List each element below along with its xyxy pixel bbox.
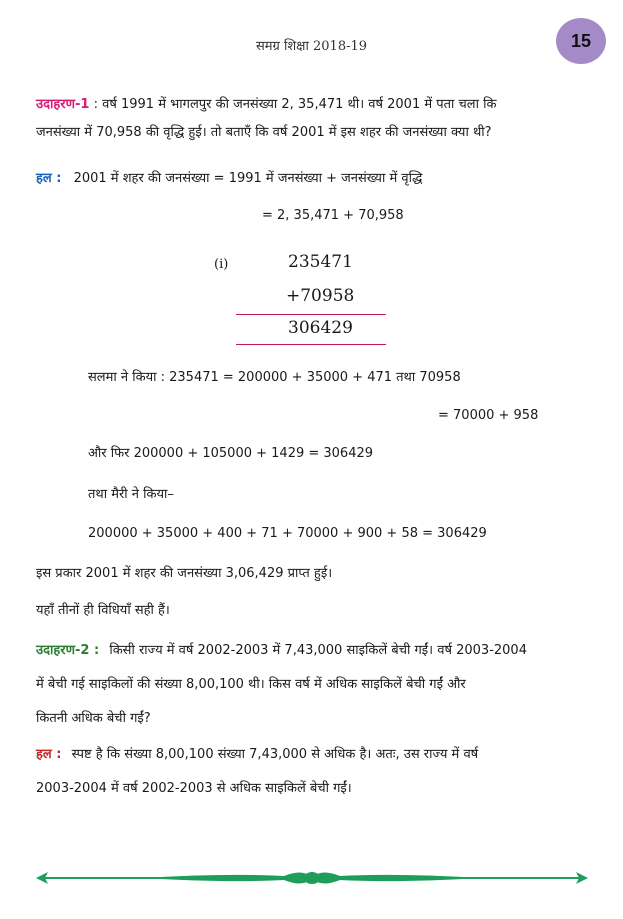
example-1-text-1: : वर्ष 1991 में भागलपुर की जनसंख्या 2, 35,471 थी। वर्ष 2001 में पता चला कि <box>93 97 497 112</box>
solution-2-line-1 <box>36 746 478 764</box>
addend-2: +70958 <box>286 286 355 306</box>
solution-1-line-2: = 2, 35,471 + 70,958 <box>262 208 404 223</box>
example-2-text-1: किसी राज्य में वर्ष 2002-2003 में 7,43,000 साइकिलें बेची गईं। वर्ष 2003-2004 <box>109 643 527 658</box>
conclusion-1: इस प्रकार 2001 में शहर की जनसंख्या 3,06,429 प्राप्त हुई। <box>36 566 333 581</box>
mary-label: तथा मैरी ने किया– <box>88 487 174 502</box>
decorative-divider-ornament <box>34 864 590 892</box>
header-title: समग्र शिक्षा 2018-19 <box>255 39 368 54</box>
sum-result: 306429 <box>288 318 353 338</box>
salma-line-2: = 70000 + 958 <box>438 408 539 423</box>
then-line: और फिर 200000 + 105000 + 1429 = 306429 <box>88 446 374 461</box>
addend-1: 235471 <box>288 252 353 272</box>
page-number-badge: 15 <box>556 18 606 64</box>
example-1-label: उदाहरण-1 <box>36 97 90 112</box>
conclusion-2: यहाँ तीनों ही विधियाँ सही हैं। <box>36 603 170 618</box>
solution-2-label: हल : <box>36 747 62 762</box>
method-label: (i) <box>214 257 229 272</box>
example-1-line-1 <box>36 96 496 114</box>
example-2-label: उदाहरण-2 : <box>36 643 100 658</box>
solution-1-label: हल : <box>36 171 62 186</box>
solution-1-text-1: 2001 में शहर की जनसंख्या = 1991 में जनसंख्या + जनसंख्या में वृद्धि <box>73 171 423 186</box>
salma-line-1: सलमा ने किया : 235471 = 200000 + 35000 + 471 तथा 70958 <box>88 370 461 385</box>
solution-2-line-2: 2003-2004 में वर्ष 2002-2003 से अधिक साइकिलें बेची गईं। <box>36 781 352 796</box>
mary-line: 200000 + 35000 + 400 + 71 + 70000 + 900 + 58 = 306429 <box>88 526 487 541</box>
sum-rule-top <box>236 314 386 315</box>
example-2-line-1 <box>36 642 527 660</box>
solution-2-text-1: स्पष्ट है कि संख्या 8,00,100 संख्या 7,43,000 से अधिक है। अतः, उस राज्य में वर्ष <box>71 747 479 762</box>
example-2-line-3: कितनी अधिक बेची गईं? <box>36 711 151 726</box>
example-2-line-2: में बेची गई साइकिलों की संख्या 8,00,100 थी। किस वर्ष में अधिक साइकिलें बेची गईं और <box>36 677 466 692</box>
example-1-line-2: जनसंख्या में 70,958 की वृद्धि हुई। तो बताएँ कि वर्ष 2001 में इस शहर की जनसंख्या क्या थी? <box>36 125 492 140</box>
sum-rule-bottom <box>236 344 386 345</box>
solution-1-line-1 <box>36 170 422 188</box>
